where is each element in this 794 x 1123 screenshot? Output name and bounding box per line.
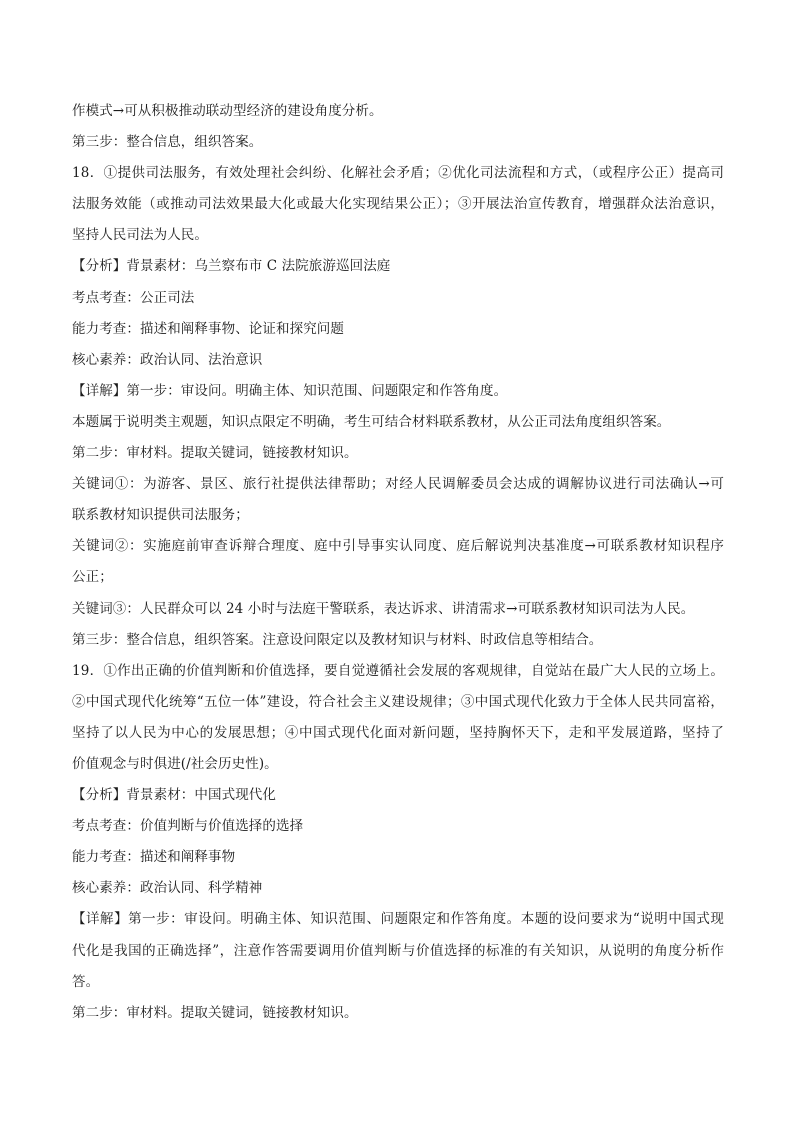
text-line: 联系教材知识提供司法服务； <box>72 507 249 524</box>
text-line: 价值观念与时俱进(/社会历史性)。 <box>72 755 278 772</box>
text-line: 本题属于说明类主观题，知识点限定不明确，考生可结合材料联系教材，从公正司法角度组织答案。 <box>72 413 671 430</box>
text-line: 关键词③：人民群众可以 24 小时与法庭干警联系，表达诉求、讲清需求→可联系教材知识司法为人民。 <box>72 600 695 617</box>
document-page <box>72 100 724 1033</box>
text-line: 第二步：审材料。提取关键词，链接教材知识。 <box>72 1004 358 1021</box>
text-line: 第二步：审材料。提取关键词，链接教材知识。 <box>72 445 358 462</box>
text-line: 作模式→可从积极推动联动型经济的建设角度分析。 <box>72 103 383 119</box>
text-line: 【详解】第一步：审设问。明确主体、知识范围、问题限定和作答角度。 <box>72 382 508 399</box>
text-line: 坚持了以人民为中心的发展思想；④中国式现代化面对新问题，坚持胸怀天下，走和平发展道路，坚持了 <box>72 724 724 741</box>
text-line: 考点考查：价值判断与价值选择的选择 <box>72 818 304 835</box>
text-line: 【分析】背景素材：中国式现代化 <box>72 787 276 804</box>
text-line: 关键词①：为游客、景区、旅行社提供法律帮助；对经人民调解委员会达成的调解协议进行司法确认→可 <box>72 476 724 493</box>
text-line: 第三步：整合信息，组织答案。 <box>72 134 263 151</box>
text-line: 公正； <box>72 569 113 586</box>
text-line: 第三步：整合信息，组织答案。注意设问限定以及教材知识与材料、时政信息等相结合。 <box>72 631 603 648</box>
text-line: 法服务效能（或推动司法效果最大化或最大化实现结果公正）；③开展法治宣传教育，增强群众法治意识， <box>72 196 724 213</box>
text-line: 核心素养：政治认同、科学精神 <box>72 880 263 897</box>
text-line: 关键词②：实施庭前审查诉辩合理度、庭中引导事实认同度、庭后解说判决基准度→可联系教材知识程序 <box>72 538 724 555</box>
text-line: 【详解】第一步：审设问。明确主体、知识范围、问题限定和作答角度。本题的设问要求为“说明中国式现 <box>72 911 724 928</box>
text-line: 【分析】背景素材：乌兰察布市 C 法院旅游巡回法庭 <box>72 258 391 275</box>
text-line: 能力考查：描述和阐释事物、论证和探究问题 <box>72 320 344 337</box>
text-line: 代化是我国的正确选择”，注意作答需要调用价值判断与价值选择的标准的有关知识，从说明的角度分析作 <box>72 942 724 959</box>
text-line: 考点考查：公正司法 <box>72 289 195 306</box>
text-line: 答。 <box>72 973 100 990</box>
text-line: 18．①提供司法服务，有效处理社会纠纷、化解社会矛盾；②优化司法流程和方式，（或程序公正）提高司 <box>72 165 724 182</box>
text-line: 能力考查：描述和阐释事物 <box>72 849 236 866</box>
text-line: 19．①作出正确的价值判断和价值选择，要自觉遵循社会发展的客观规律，自觉站在最广大人民的立场上。 <box>72 662 724 679</box>
text-line: 核心素养：政治认同、法治意识 <box>72 351 263 368</box>
text-line: 坚持人民司法为人民。 <box>72 227 208 244</box>
text-line: ②中国式现代化统筹“五位一体”建设，符合社会主义建设规律；③中国式现代化致力于全体人民共同富裕， <box>72 693 724 710</box>
